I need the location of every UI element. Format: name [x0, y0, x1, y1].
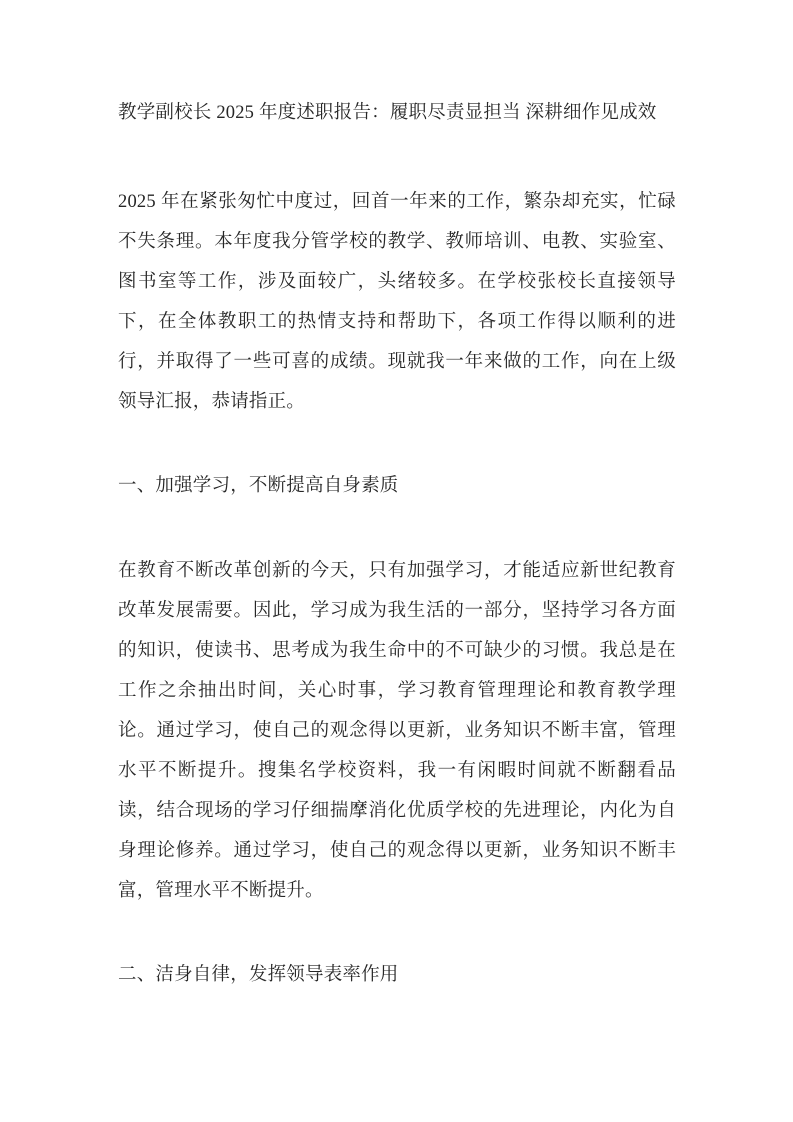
section-1-heading: 一、加强学习，不断提高自身素质	[118, 476, 399, 496]
document-title: 教学副校长 2025 年度述职报告：履职尽责显担当 深耕细作见成效	[118, 103, 657, 123]
intro-paragraph: 2025 年在紧张匆忙中度过，回首一年来的工作，繁杂却充实，忙碌不失条理。本年度我分管学校的教学、教师培训、电教、实验室、图书室等工作，涉及面较广，头绪较多。在学校张校长直接领导下，在全体教职工的热情支持和帮助下，各项工作得以顺利的进行，并取得了一些可喜的成绩。现就我一年来做的工作，向在上级领导汇报，恭请指正。	[118, 192, 676, 412]
section-1-paragraph: 在教育不断改革创新的今天，只有加强学习，才能适应新世纪教育改革发展需要。因此，学习成为我生活的一部分，坚持学习各方面的知识，使读书、思考成为我生命中的不可缺少的习惯。我总是在工作之余抽出时间，关心时事，学习教育管理理论和教育教学理论。通过学习，使自己的观念得以更新，业务知识不断丰富，管理水平不断提升。搜集名学校资料，我一有闲暇时间就不断翻看品读，结合现场的学习仔细揣摩消化优质学校的先进理论，内化为自身理论修养。通过学习，使自己的观念得以更新，业务知识不断丰富，管理水平不断提升。	[118, 561, 676, 901]
section-2-heading: 二、洁身自律，发挥领导表率作用	[118, 965, 399, 985]
